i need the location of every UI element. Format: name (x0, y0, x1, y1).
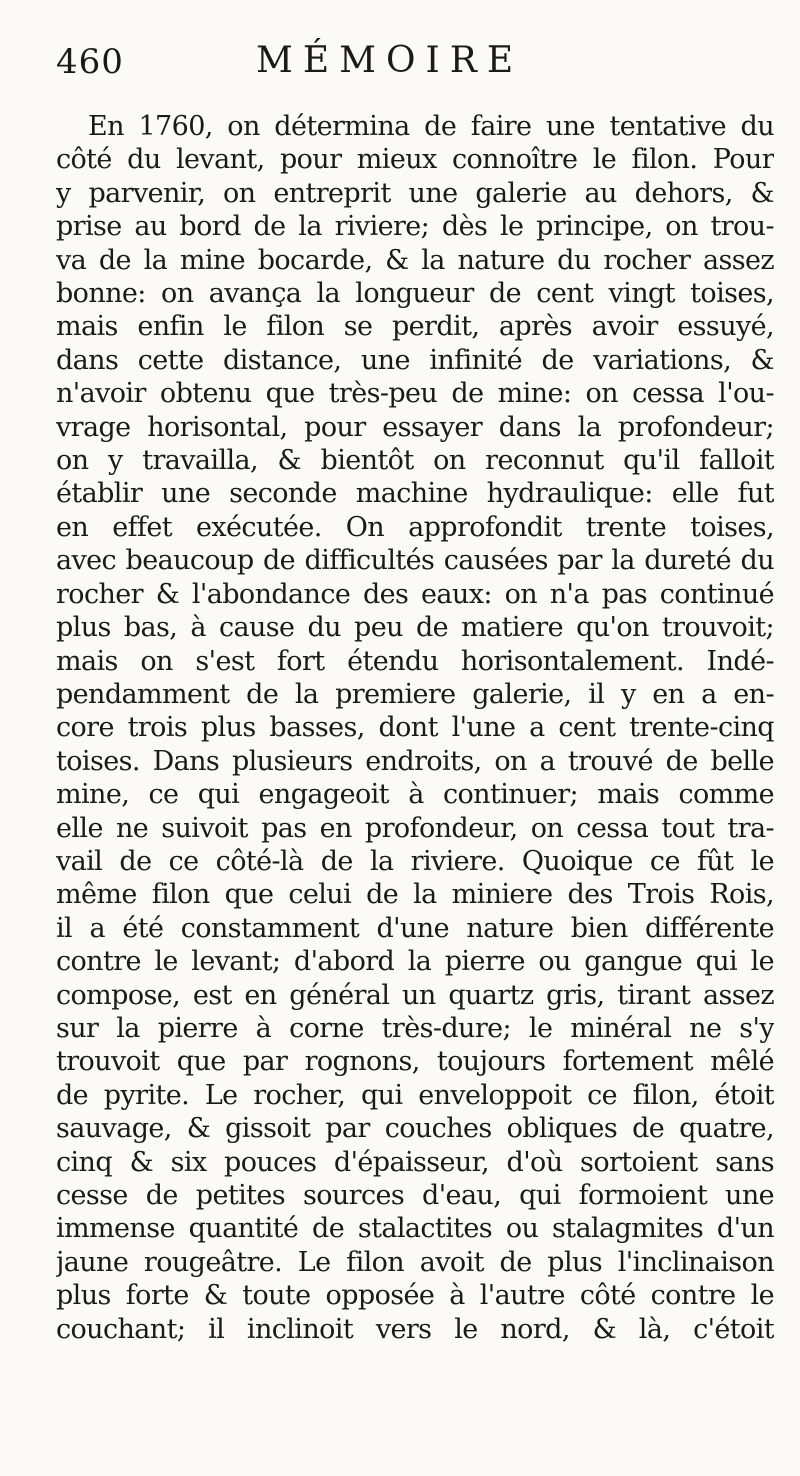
text-line: cesse de petites sources d'eau, qui formoient une (56, 1180, 774, 1211)
page-number: 460 (56, 42, 124, 82)
text-line: côté du levant, pour mieux connoître le filon. Pour (56, 144, 774, 176)
text-line: avec beaucoup de difficultés causées par la dureté du (56, 545, 774, 577)
running-title: MÉMOIRE (256, 40, 524, 81)
text-line: même filon que celui de la miniere des Trois Rois, (56, 879, 774, 911)
text-line: cinq & six pouces d'épaisseur, d'où sortoient sans (56, 1146, 774, 1178)
text-line: de pyrite. Le rocher, qui enveloppoit ce filon, étoit (56, 1079, 774, 1111)
text-line: compose, est en général un quartz gris, tirant assez (56, 979, 774, 1011)
text-line: y parvenir, on entreprit une galerie au dehors, & (56, 177, 774, 209)
text-line: plus forte & toute opposée à l'autre côté contre le (56, 1280, 774, 1312)
text-line: bonne: on avança la longueur de cent vingt toises, (56, 278, 774, 310)
text-line: elle ne suivoit pas en profondeur, on cessa tout tra- (56, 812, 774, 844)
text-line: il a été constamment d'une nature bien différente (56, 912, 774, 944)
text-line: sur la pierre à corne très-dure; le minéral ne s'y (56, 1012, 774, 1044)
text-line: pendamment de la premiere galerie, il y en a en- (56, 678, 774, 710)
text-line: dans cette distance, une infinité de variations, & (56, 344, 774, 376)
text-line: mais enfin le filon se perdit, après avoir essuyé, (56, 311, 774, 343)
text-line: jaune rougeâtre. Le filon avoit de plus l'inclinaison (56, 1246, 774, 1278)
text-line: en effet exécutée. On approfondit trente toises, (56, 511, 774, 543)
text-line: on y travailla, & bientôt on reconnut qu'il falloit (56, 445, 774, 477)
text-line: va de la mine bocarde, & la nature du rocher assez (56, 244, 774, 276)
text-line: vrage horisontal, pour essayer dans la profondeur; (56, 411, 774, 443)
text-line: mais on s'est fort étendu horisontalement. Indé- (56, 645, 774, 677)
body-text (56, 110, 774, 1346)
text-line: établir une seconde machine hydraulique: elle fut (56, 478, 774, 510)
text-line: contre le levant; d'abord la pierre ou gangue qui le (56, 946, 774, 978)
text-line: toises. Dans plusieurs endroits, on a trouvé de belle (56, 745, 774, 777)
text-line: plus bas, à cause du peu de matiere qu'on trouvoit; (56, 612, 774, 644)
text-line: immense quantité de stalactites ou stalagmites d'un (56, 1213, 774, 1245)
text-line: sauvage, & gissoit par couches obliques de quatre, (56, 1113, 774, 1145)
text-line: mine, ce qui engageoit à continuer; mais comme (56, 779, 774, 811)
text-line: trouvoit que par rognons, toujours fortement mêlé (56, 1046, 774, 1078)
text-line: vail de ce côté-là de la riviere. Quoique ce fût le (56, 845, 774, 877)
text-line: core trois plus basses, dont l'une a cent trente-cinq (56, 712, 774, 744)
text-line: En 1760, on détermina de faire une tentative du (88, 111, 774, 142)
text-line: prise au bord de la riviere; dès le principe, on trou- (56, 211, 774, 243)
text-line: n'avoir obtenu que très-peu de mine: on cessa l'ou- (56, 378, 774, 410)
text-line: rocher & l'abondance des eaux: on n'a pas continué (56, 578, 774, 610)
page-header (56, 34, 774, 92)
text-line: couchant; il inclinoit vers le nord, & là, c'étoit (56, 1313, 774, 1345)
